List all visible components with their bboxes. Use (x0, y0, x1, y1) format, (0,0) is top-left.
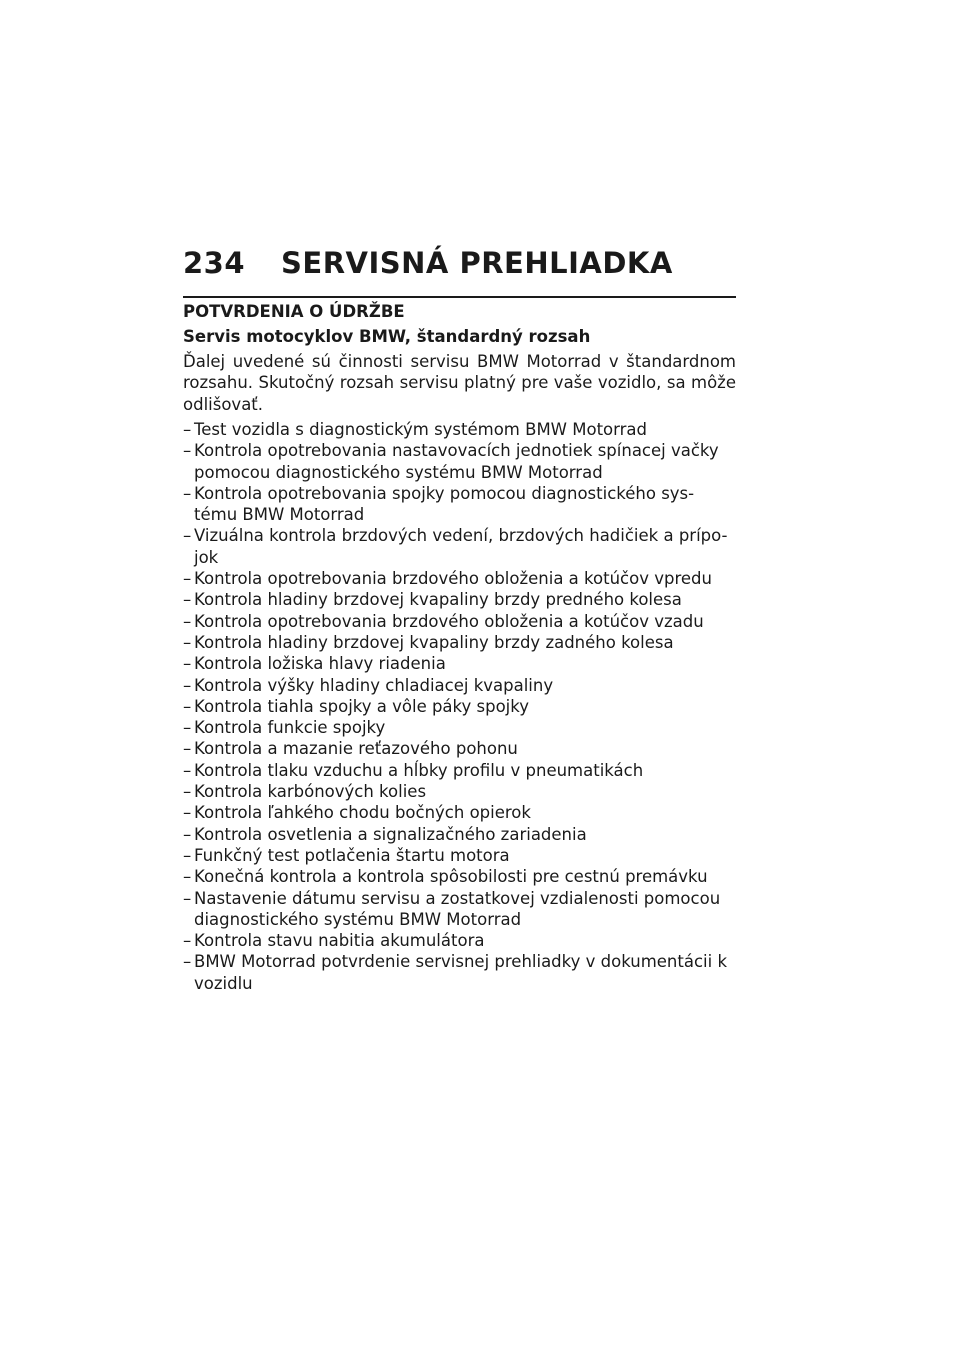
list-item-text: Kontrola hladiny brzdovej kvapaliny brzdy predného kolesa (194, 590, 682, 610)
list-item-text: BMW Motorrad potvrdenie servisnej prehliadky v dokumentácii k vozidlu (194, 952, 728, 993)
list-item (183, 781, 736, 802)
list-item (183, 483, 736, 526)
list-item-text: Kontrola tiahla spojky a vôle páky spojky (194, 696, 530, 716)
bullet-dash: – (183, 782, 192, 802)
list-item-text: Kontrola opotrebovania brzdového obloženia a kotúčov vzadu (194, 611, 704, 631)
list-item (183, 888, 736, 931)
subsection-title: Servis motocyklov BMW, štandardný rozsah (183, 327, 591, 346)
list-item-text: Kontrola hladiny brzdovej kvapaliny brzdy zadného kolesa (194, 632, 674, 652)
list-item-text: Kontrola tlaku vzduchu a hĺbky profilu v pneumatikách (194, 760, 644, 780)
bullet-dash: – (183, 696, 192, 716)
list-item (183, 717, 736, 738)
bullet-dash: – (183, 569, 192, 589)
list-item-text: Konečná kontrola a kontrola spôsobilosti pre cestnú premávku (194, 867, 708, 887)
bullet-dash: – (183, 526, 192, 546)
list-item-text: Nastavenie dátumu servisu a zostatkovej vzdialenosti pomocou diagnostického systému BMW Motorrad (194, 888, 721, 929)
bullet-dash: – (183, 590, 192, 610)
bullet-dash: – (183, 718, 192, 738)
list-item-text: Test vozidla s diagnostickým systémom BMW Motorrad (194, 420, 648, 439)
list-item-text: Kontrola stavu nabitia akumulátora (194, 931, 485, 951)
bullet-dash: – (183, 654, 192, 674)
list-item (183, 845, 736, 866)
bullet-dash: – (183, 611, 192, 631)
list-item (183, 760, 736, 781)
list-item (183, 568, 736, 589)
service-task-list (183, 419, 736, 994)
bullet-dash: – (183, 931, 192, 951)
list-item (183, 866, 736, 887)
list-item (183, 675, 736, 696)
list-item (183, 930, 736, 951)
page-header (183, 246, 743, 280)
list-item (183, 951, 736, 994)
chapter-title: SERVISNÁ PREHLIADKA (281, 246, 673, 280)
list-item-text: Kontrola karbónových kolies (194, 782, 427, 802)
bullet-dash: – (183, 739, 192, 759)
list-item (183, 525, 736, 568)
bullet-dash: – (183, 803, 192, 823)
list-item (183, 738, 736, 759)
list-item-text: Kontrola opotrebovania brzdového obloženia a kotúčov vpredu (194, 569, 712, 589)
bullet-dash: – (183, 441, 192, 461)
list-item-text: Funkčný test potlačenia štartu motora (194, 845, 510, 865)
list-item-text: Kontrola a mazanie reťazového pohonu (194, 739, 518, 759)
list-item (183, 419, 736, 440)
list-item-text: Kontrola opotrebovania nastavovacích jednotiek spínacej vačky pomocou diagnostického systému BMW Motorrad (194, 441, 719, 482)
bullet-dash: – (183, 632, 192, 652)
list-item (183, 802, 736, 823)
list-item-text: Kontrola ložiska hlavy riadenia (194, 654, 446, 674)
list-item-text: Kontrola osvetlenia a signalizačného zariadenia (194, 824, 587, 844)
list-item-text: Kontrola opotrebovania spojky pomocou diagnostického sys- tému BMW Motorrad (194, 483, 695, 525)
list-item-text: Kontrola funkcie spojky (194, 718, 386, 738)
page-number: 234 (183, 246, 246, 280)
list-item-text: Vizuálna kontrola brzdových vedení, brzdových hadičiek a prípo- jok (194, 526, 728, 567)
bullet-dash: – (183, 952, 192, 972)
section-title: POTVRDENIA O ÚDRŽBE (183, 296, 736, 324)
list-item-text: Kontrola výšky hladiny chladiacej kvapaliny (194, 675, 554, 695)
list-item-text: Kontrola ľahkého chodu bočných opierok (194, 803, 531, 823)
list-item (183, 440, 736, 483)
bullet-dash: – (183, 888, 192, 908)
list-item (183, 632, 736, 653)
list-item (183, 653, 736, 674)
bullet-dash: – (183, 845, 192, 865)
bullet-dash: – (183, 867, 192, 887)
bullet-dash: – (183, 760, 192, 780)
bullet-dash: – (183, 675, 192, 695)
bullet-dash: – (183, 824, 192, 844)
bullet-dash: – (183, 420, 192, 439)
bullet-dash: – (183, 483, 192, 503)
list-item (183, 696, 736, 717)
list-item (183, 611, 736, 632)
list-item (183, 824, 736, 845)
intro-paragraph: Ďalej uvedené sú činnosti servisu BMW Motorrad v štandardnom rozsahu. Skutočný rozsah servisu platný pre vaše vozidlo, sa môže odlišovať. (183, 352, 736, 414)
list-item (183, 589, 736, 610)
